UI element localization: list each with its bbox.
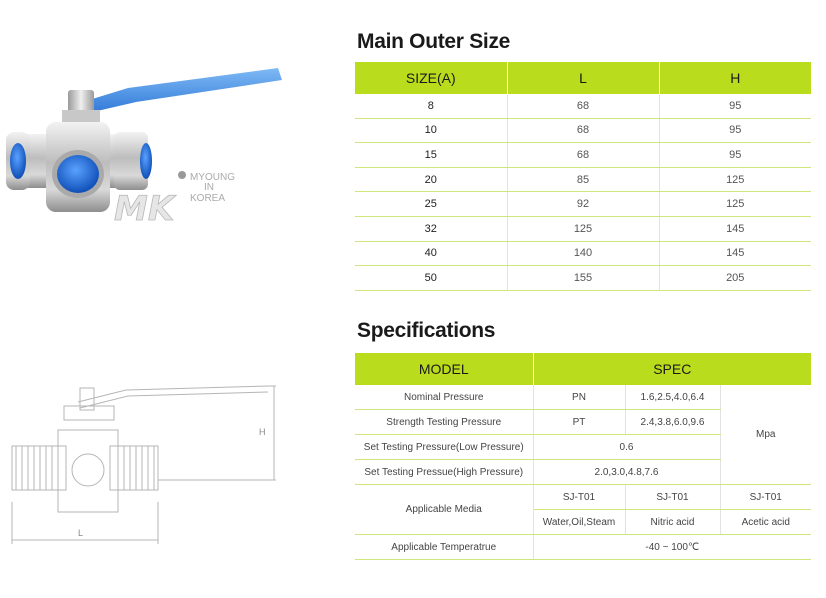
table-row xyxy=(355,143,811,168)
table-row xyxy=(355,241,811,266)
spec-section-title: Specifications xyxy=(357,319,496,342)
h-cell: 95 xyxy=(659,143,811,168)
media-value: Nitric acid xyxy=(625,510,720,535)
table-row xyxy=(355,167,811,192)
size-cell: 50 xyxy=(355,266,507,291)
table-row xyxy=(355,192,811,217)
size-header-l: L xyxy=(507,62,659,94)
h-cell: 95 xyxy=(659,118,811,143)
spec-value: -40 ~ 100℃ xyxy=(533,535,811,560)
dimension-h-label: H xyxy=(259,427,266,437)
h-cell: 125 xyxy=(659,192,811,217)
size-cell: 15 xyxy=(355,143,507,168)
spec-unit: Mpa xyxy=(720,385,811,485)
table-row xyxy=(355,216,811,241)
l-cell: 68 xyxy=(507,118,659,143)
watermark-line2: IN xyxy=(204,182,214,193)
media-model: SJ-T01 xyxy=(533,485,625,510)
spec-value: 1.6,2.5,4.0,6.4 xyxy=(625,385,720,410)
h-cell: 145 xyxy=(659,241,811,266)
size-section-title: Main Outer Size xyxy=(357,30,511,53)
h-cell: 205 xyxy=(659,266,811,291)
spec-label: Applicable Media xyxy=(355,485,533,535)
spec-label: Strength Testing Pressure xyxy=(355,410,533,435)
spec-header-spec: SPEC xyxy=(533,353,811,385)
dimension-l-label: L xyxy=(78,528,84,538)
table-row xyxy=(355,118,811,143)
spec-code: PN xyxy=(533,385,625,410)
spec-label: Applicable Temperatrue xyxy=(355,535,533,560)
l-cell: 85 xyxy=(507,167,659,192)
h-cell: 95 xyxy=(659,94,811,118)
l-cell: 68 xyxy=(507,143,659,168)
h-cell: 125 xyxy=(659,167,811,192)
l-cell: 68 xyxy=(507,94,659,118)
watermark-line3: KOREA xyxy=(190,193,226,204)
media-value: Acetic acid xyxy=(720,510,811,535)
l-cell: 125 xyxy=(507,216,659,241)
media-model: SJ-T01 xyxy=(625,485,720,510)
size-header-h: H xyxy=(659,62,811,94)
spec-label: Set Testing Pressue(High Pressure) xyxy=(355,460,533,485)
l-cell: 140 xyxy=(507,241,659,266)
l-cell: 155 xyxy=(507,266,659,291)
size-cell: 32 xyxy=(355,216,507,241)
table-row xyxy=(355,94,811,118)
handle-shape xyxy=(76,68,282,114)
spec-label: Set Testing Pressure(Low Pressure) xyxy=(355,435,533,460)
table-row xyxy=(355,385,811,410)
media-model: SJ-T01 xyxy=(720,485,811,510)
size-header-row xyxy=(355,62,811,94)
table-row xyxy=(355,485,811,510)
table-row xyxy=(355,266,811,291)
spec-header-row xyxy=(355,353,811,385)
spec-value: 2.4,3.8,6.0,9.6 xyxy=(625,410,720,435)
spec-value: 0.6 xyxy=(533,435,720,460)
spec-table xyxy=(355,353,811,560)
size-table xyxy=(355,62,811,291)
watermark-logo: MK xyxy=(114,189,175,229)
size-cell: 25 xyxy=(355,192,507,217)
table-row xyxy=(355,535,811,560)
size-cell: 20 xyxy=(355,167,507,192)
size-header-size: SIZE(A) xyxy=(355,62,507,94)
spec-header-model: MODEL xyxy=(355,353,533,385)
size-cell: 40 xyxy=(355,241,507,266)
spec-label: Nominal Pressure xyxy=(355,385,533,410)
product-photo xyxy=(6,62,288,232)
size-cell: 10 xyxy=(355,118,507,143)
size-cell: 8 xyxy=(355,94,507,118)
spec-code: PT xyxy=(533,410,625,435)
h-cell: 145 xyxy=(659,216,811,241)
l-cell: 92 xyxy=(507,192,659,217)
watermark-line1: MYOUNG xyxy=(190,172,235,183)
media-value: Water,Oil,Steam xyxy=(533,510,625,535)
spec-value: 2.0,3.0,4.8,7.6 xyxy=(533,460,720,485)
dimension-drawing xyxy=(6,372,288,562)
